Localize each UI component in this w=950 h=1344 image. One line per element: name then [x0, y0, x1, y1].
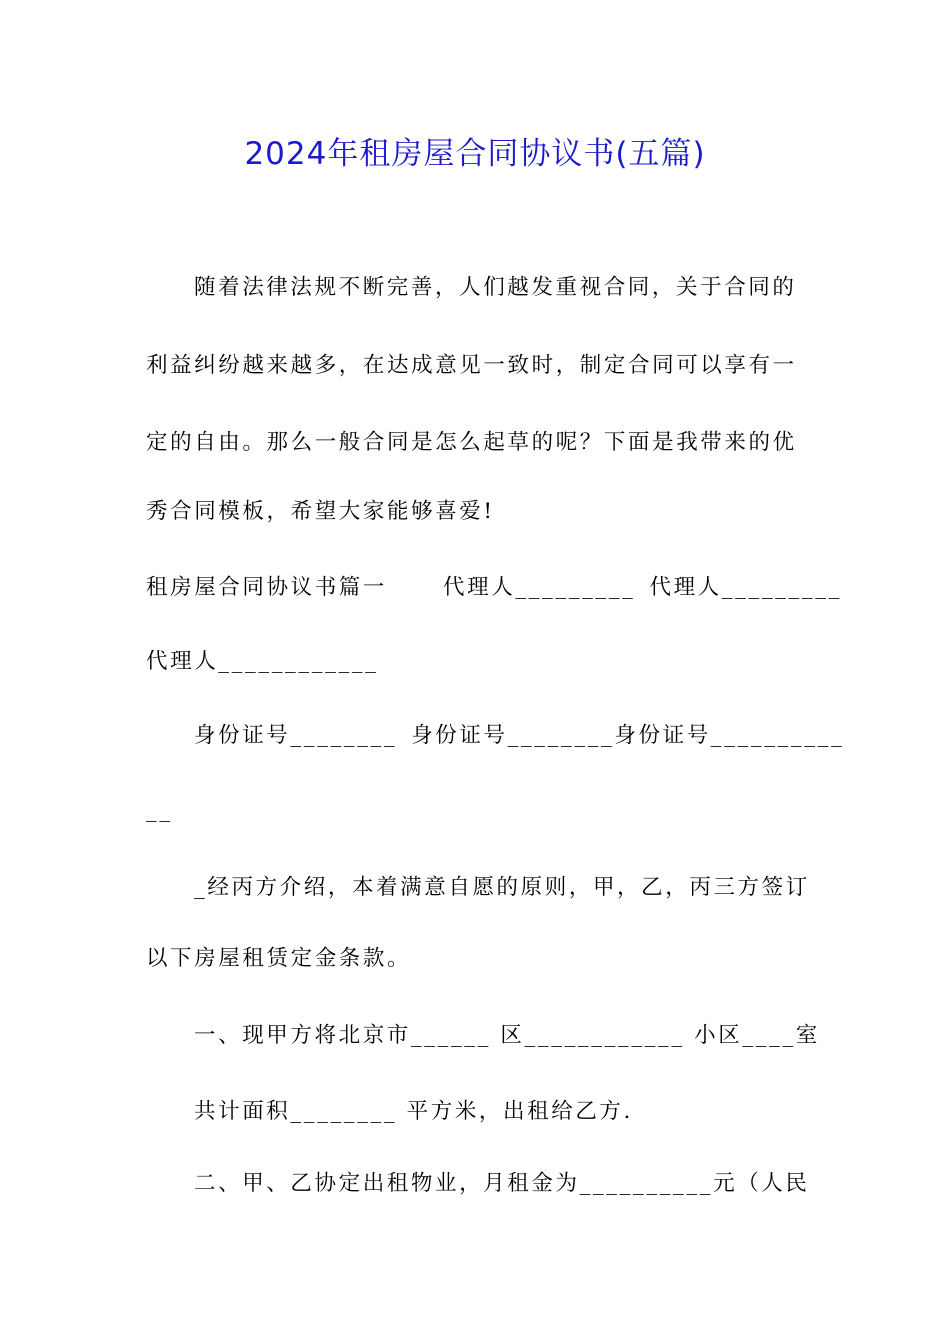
id-field-3-continuation: __	[146, 798, 173, 823]
clause-1-line-1: 一、现甲方将北京市______ 区____________ 小区____室	[194, 1023, 820, 1048]
clause-1-line-2: 共计面积________ 平方米，出租给乙方.	[194, 1099, 633, 1124]
section-heading-row	[146, 570, 842, 601]
section-heading: 租房屋合同协议书篇一	[146, 575, 388, 600]
intro-line-1: 随着法律法规不断完善，人们越发重视合同，关于合同的	[194, 275, 797, 300]
agent-field-1: 代理人_________	[443, 575, 636, 600]
id-field-3: 身份证号__________	[614, 723, 845, 748]
para-1-line-1: _经丙方介绍，本着满意自愿的原则，甲，乙，丙三方签订	[194, 875, 810, 900]
agent-field-2: 代理人_________	[649, 575, 842, 600]
clause-2-line-1: 二、甲、乙协定出租物业，月租金为__________元（人民	[194, 1171, 810, 1196]
intro-line-2: 利益纠纷越来越多，在达成意见一致时，制定合同可以享有一	[146, 353, 797, 378]
para-1-line-2: 以下房屋租赁定金条款。	[146, 946, 412, 971]
agent-field-3: 代理人____________	[146, 649, 379, 674]
document-title: 2024年租房屋合同协议书(五篇)	[244, 136, 706, 172]
id-fields-row	[194, 718, 844, 749]
id-field-2: 身份证号________	[411, 723, 615, 748]
intro-line-3: 定的自由。那么一般合同是怎么起草的呢？下面是我带来的优	[146, 430, 797, 455]
intro-line-4: 秀合同模板，希望大家能够喜爱!	[146, 499, 495, 524]
id-field-1: 身份证号________	[194, 723, 398, 748]
